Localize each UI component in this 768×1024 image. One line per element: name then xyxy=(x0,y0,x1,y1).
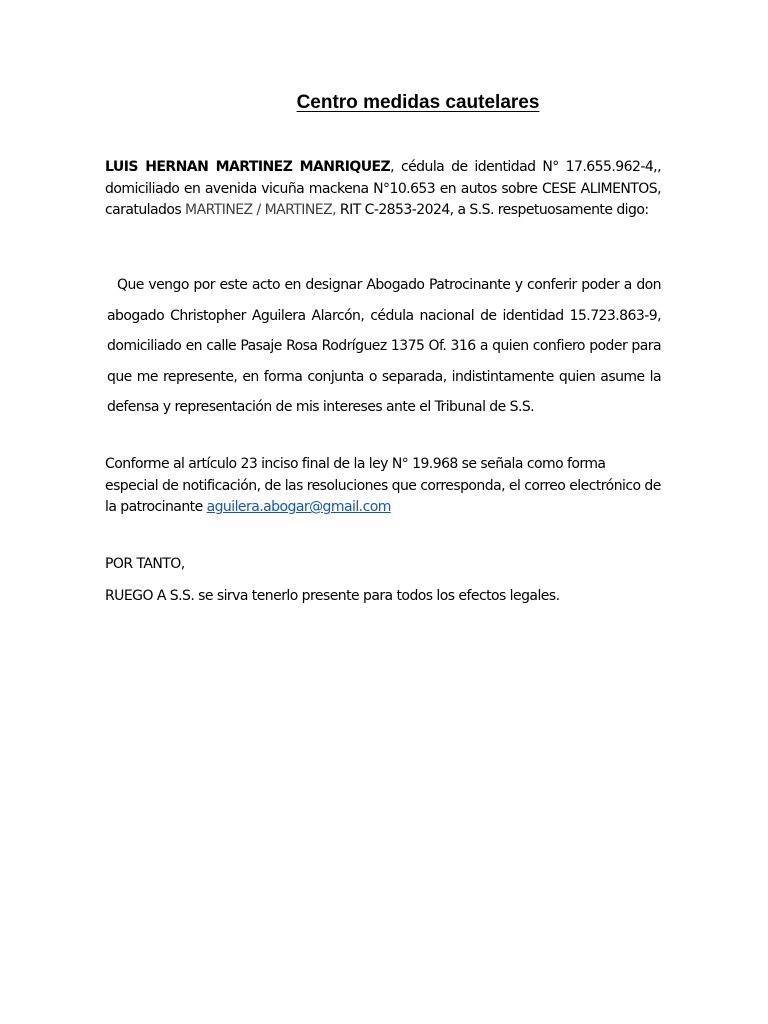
appearance-text-b: RIT C-2853-2024, a S.S. respetuosamente digo: xyxy=(336,202,649,218)
appearance-paragraph xyxy=(105,157,661,222)
document-title: Centro medidas cautelares xyxy=(296,92,540,113)
power-of-attorney-text: Que vengo por este acto en designar Abogado Patrocinante y conferir poder a don abogado Christopher Aguilera Alarcón, cédula nacional de identidad 15.723.863-9, domiciliado en calle Pasaje Rosa Rodríguez 1375 Of. 316 a quien confiero poder para que me represente, en forma conjunta o separada, indistintamente quien asume la defensa y representación de mis intereses ante el Tribunal de S.S. xyxy=(107,277,661,416)
ruego-line: RUEGO A S.S. se sirva tenerlo presente para todos los efectos legales. xyxy=(105,588,560,604)
notification-text: Conforme al artículo 23 inciso final de la ley N° 19.968 se señala como forma especial de notificación, de las resoluciones que corresponda, el correo electrónico de la patrocinante xyxy=(105,456,661,515)
por-tanto-line: POR TANTO, xyxy=(105,556,185,572)
appearance-text-a: , cédula de identidad N° 17.655.962-4,, domiciliado en avenida vicuña mackena N°10.653 en autos sobre CESE ALIMENTOS, caratulados xyxy=(105,159,661,218)
petitioner-name: LUIS HERNAN MARTINEZ MANRIQUEZ xyxy=(105,159,391,175)
email-link[interactable]: aguilera.abogar@gmail.com xyxy=(206,499,391,515)
power-of-attorney-paragraph xyxy=(107,270,661,423)
notification-paragraph xyxy=(105,454,661,519)
case-caption: MARTINEZ / MARTINEZ, xyxy=(185,202,337,218)
